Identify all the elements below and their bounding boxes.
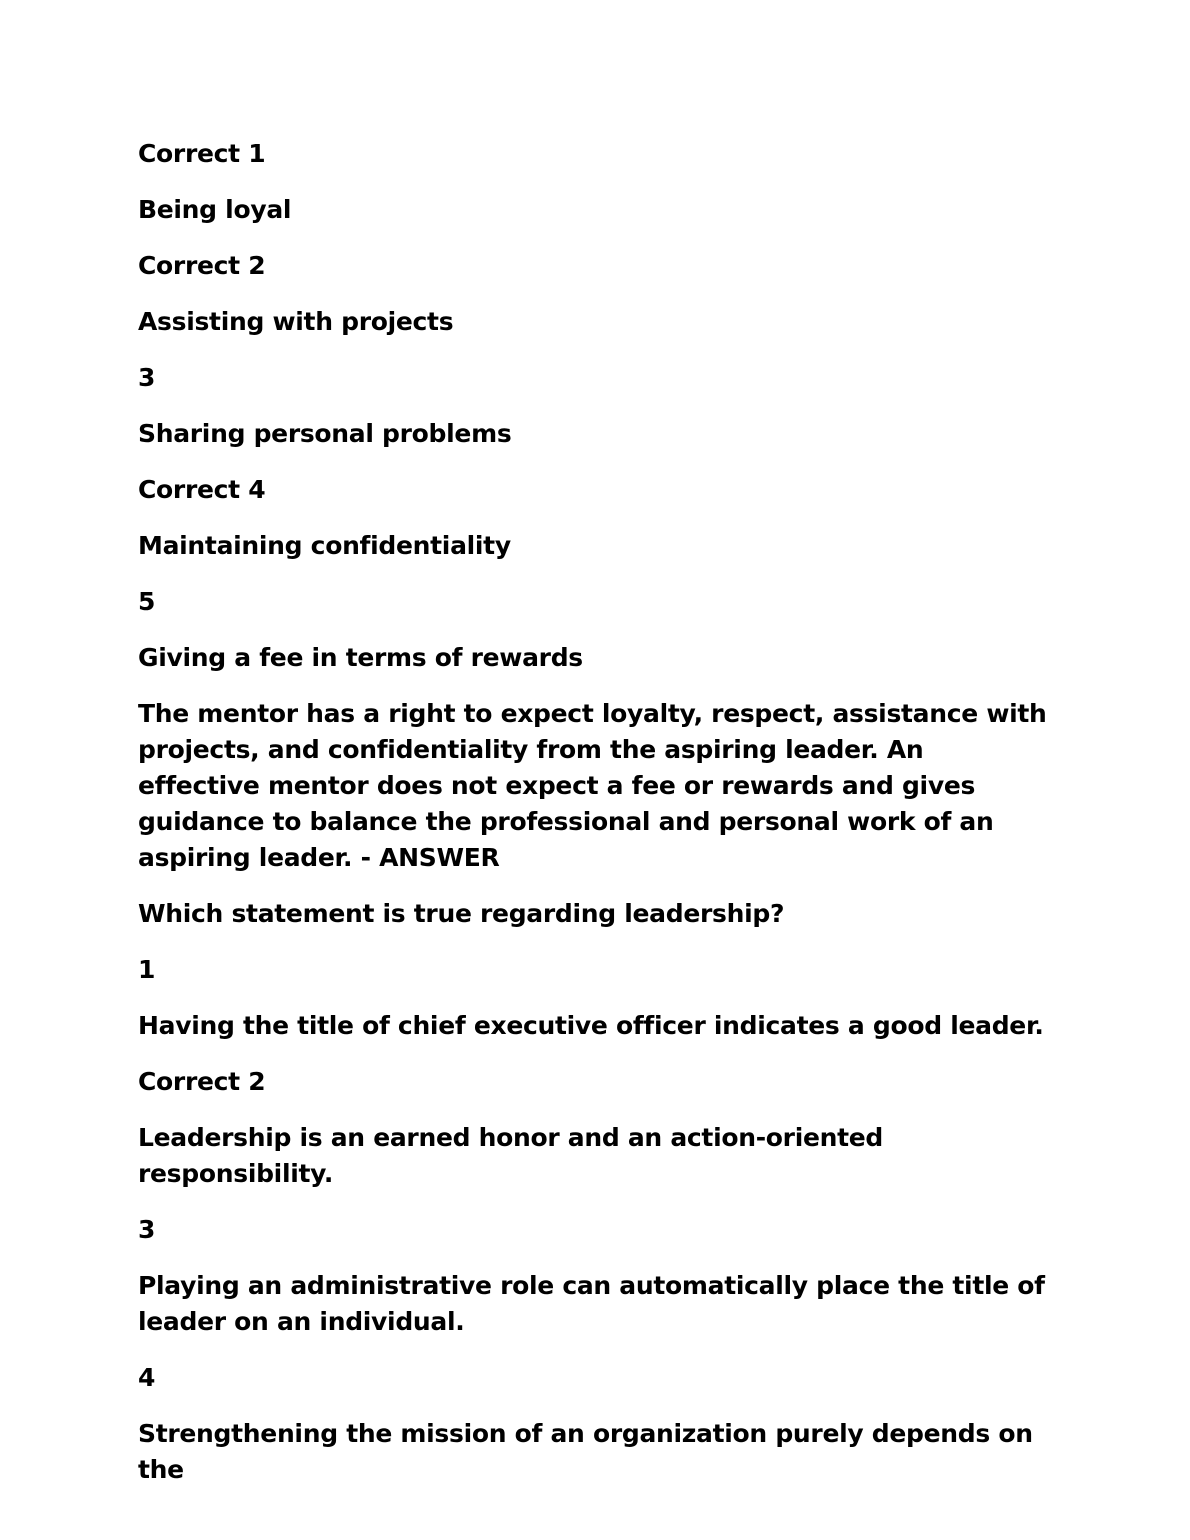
option-text: Strengthening the mission of an organization purely depends on the (138, 1419, 1033, 1484)
document-page (138, 136, 1053, 1508)
option-label-correct-2: Correct 2 (138, 251, 266, 280)
option-text: Playing an administrative role can automatically place the title of leader on an individual. (138, 1271, 1045, 1336)
option-label-4: 4 (138, 1363, 156, 1392)
option-text: Maintaining confidentiality (138, 531, 511, 560)
option-label-correct-4: Correct 4 (138, 475, 266, 504)
option-text: Assisting with projects (138, 307, 454, 336)
option-label-3: 3 (138, 1215, 156, 1244)
option-text: Having the title of chief executive officer indicates a good leader. (138, 1011, 1044, 1040)
option-label-3: 3 (138, 363, 156, 392)
option-label-1: 1 (138, 955, 156, 984)
option-label-correct-2: Correct 2 (138, 1067, 266, 1096)
option-text: Sharing personal problems (138, 419, 512, 448)
option-label-correct-1: Correct 1 (138, 139, 266, 168)
option-text: Being loyal (138, 195, 292, 224)
option-label-5: 5 (138, 587, 156, 616)
option-text: Leadership is an earned honor and an action-oriented responsibility. (138, 1123, 884, 1188)
question-text: Which statement is true regarding leadership? (138, 899, 785, 928)
option-text: Giving a fee in terms of rewards (138, 643, 583, 672)
answer-explanation: The mentor has a right to expect loyalty, respect, assistance with projects, and confidentiality from the aspiring leader. An effective mentor does not expect a fee or rewards and gives guidance to balance the professional and personal work of an aspiring leader. - ANSWER (138, 699, 1047, 872)
